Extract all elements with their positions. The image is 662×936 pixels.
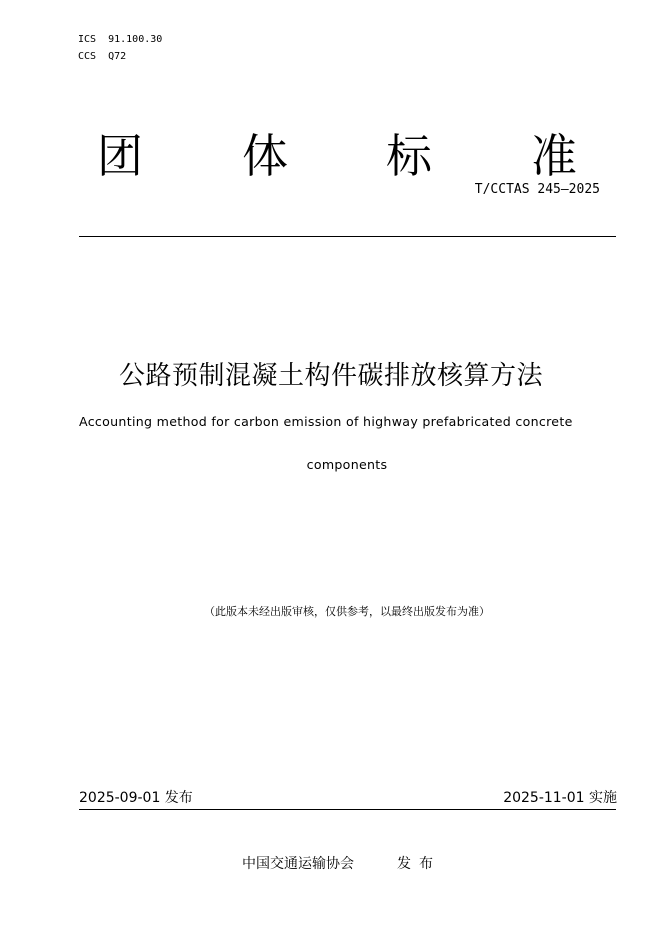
implement-date: 2025-11-01 实施	[503, 790, 617, 806]
review-note: （此版本未经出版审核，仅供参考，以最终出版发布为准）	[204, 605, 490, 618]
issuer-action: 发布	[397, 856, 441, 872]
title-chinese: 公路预制混凝土构件碳排放核算方法	[118, 361, 543, 391]
standard-type-char-3: 标	[386, 129, 432, 183]
footer-divider	[79, 809, 616, 810]
title-english-line-2: components	[306, 457, 388, 472]
standard-type-char-2: 体	[242, 129, 288, 183]
standard-type-char-1: 团	[97, 129, 143, 183]
standard-number: T/CCTAS 245—2025	[474, 182, 600, 197]
ccs-code: CCS Q72	[78, 51, 127, 62]
standard-type-char-4: 准	[531, 129, 577, 183]
title-english-line-1: Accounting method for carbon emission of highway prefabricated concrete	[79, 414, 573, 429]
ics-code: ICS 91.100.30	[78, 34, 163, 45]
publish-date: 2025-09-01 发布	[79, 790, 193, 806]
header-divider	[79, 236, 616, 237]
issuer-name: 中国交通运输协会	[242, 856, 354, 872]
